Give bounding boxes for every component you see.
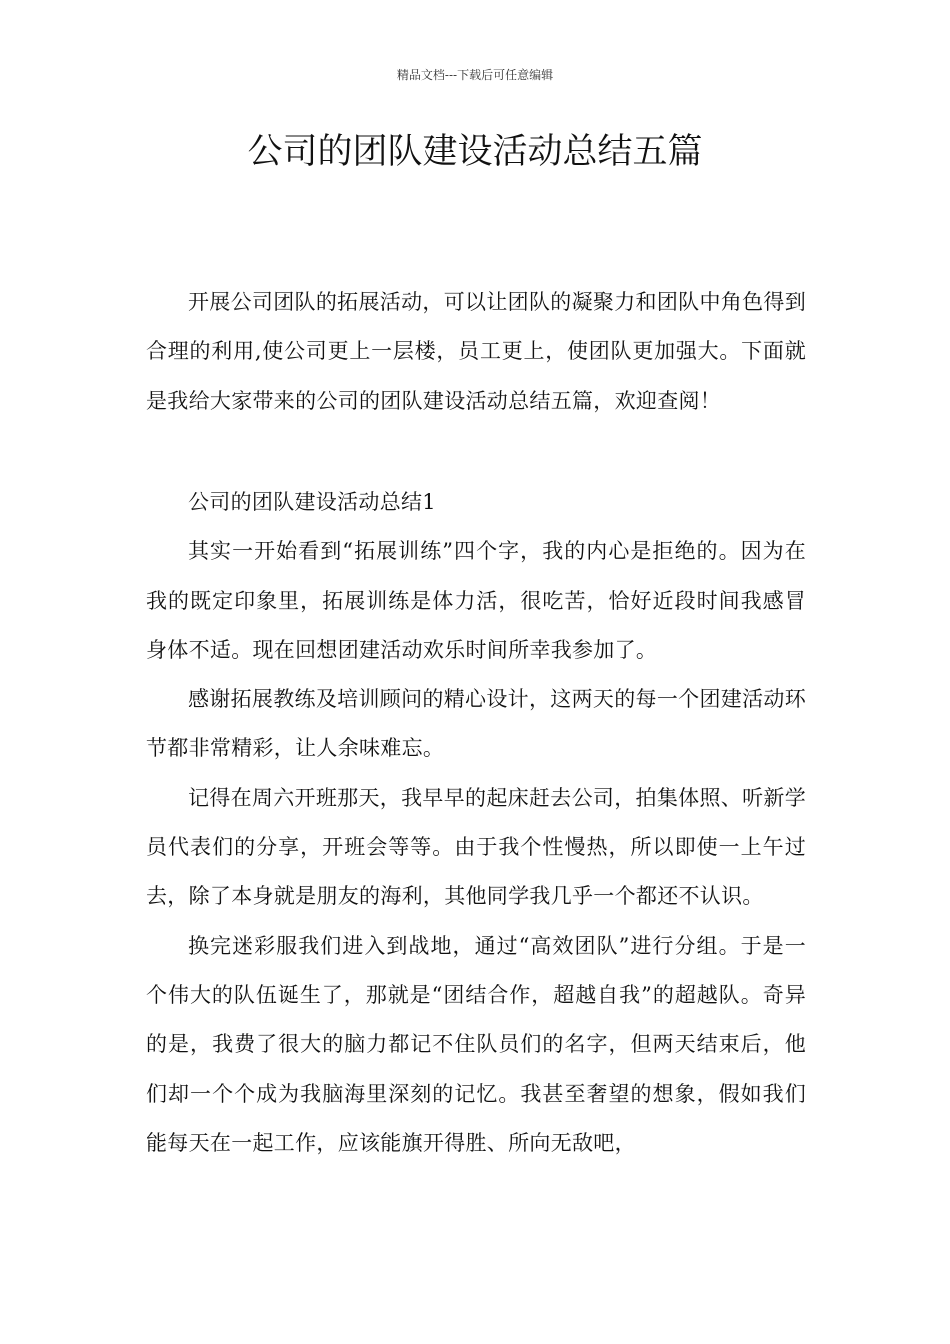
body-paragraph-3: 记得在周六开班那天，我早早的起床赶去公司，拍集体照、听新学员代表们的分享，开班会等等。由于我个性慢热，所以即使一上午过去，除了本身就是朋友的海利，其他同学我几乎一个都还不认识。: [146, 785, 806, 909]
body-paragraph-4: 换完迷彩服我们进入到战地，通过“高效团队”进行分组。于是一个伟大的队伍诞生了，那就是“团结合作，超越自我”的超越队。奇异的是，我费了很大的脑力都记不住队员们的名字，但两天结束后，他们却一个个成为我脑海里深刻的记忆。我甚至奢望的想象，假如我们能每天在一起工作，应该能旗开得胜、所向无敌吧，: [146, 933, 806, 1155]
intro-paragraph: 开展公司团队的拓展活动，可以让团队的凝聚力和团队中角色得到合理的利用,使公司更上一层楼，员工更上，使团队更加强大。下面就是我给大家带来的公司的团队建设活动总结五篇，欢迎查阅！: [146, 290, 806, 413]
intro-block: [146, 278, 806, 426]
body-paragraph-1: 其实一开始看到“拓展训练”四个字，我的内心是拒绝的。因为在我的既定印象里，拓展训练是体力活，很吃苦，恰好近段时间我感冒身体不适。现在回想团建活动欢乐时间所幸我参加了。: [146, 539, 806, 662]
body-paragraph-2: 感谢拓展教练及培训顾问的精心设计，这两天的每一个团建活动环节都非常精彩，让人余味难忘。: [146, 687, 806, 761]
section-heading: 公司的团队建设活动总结1: [188, 490, 436, 514]
section-1: [146, 478, 806, 1168]
document-title: 公司的团队建设活动总结五篇: [247, 132, 703, 172]
page-header-note: 精品文档---下载后可任意编辑: [396, 68, 554, 82]
